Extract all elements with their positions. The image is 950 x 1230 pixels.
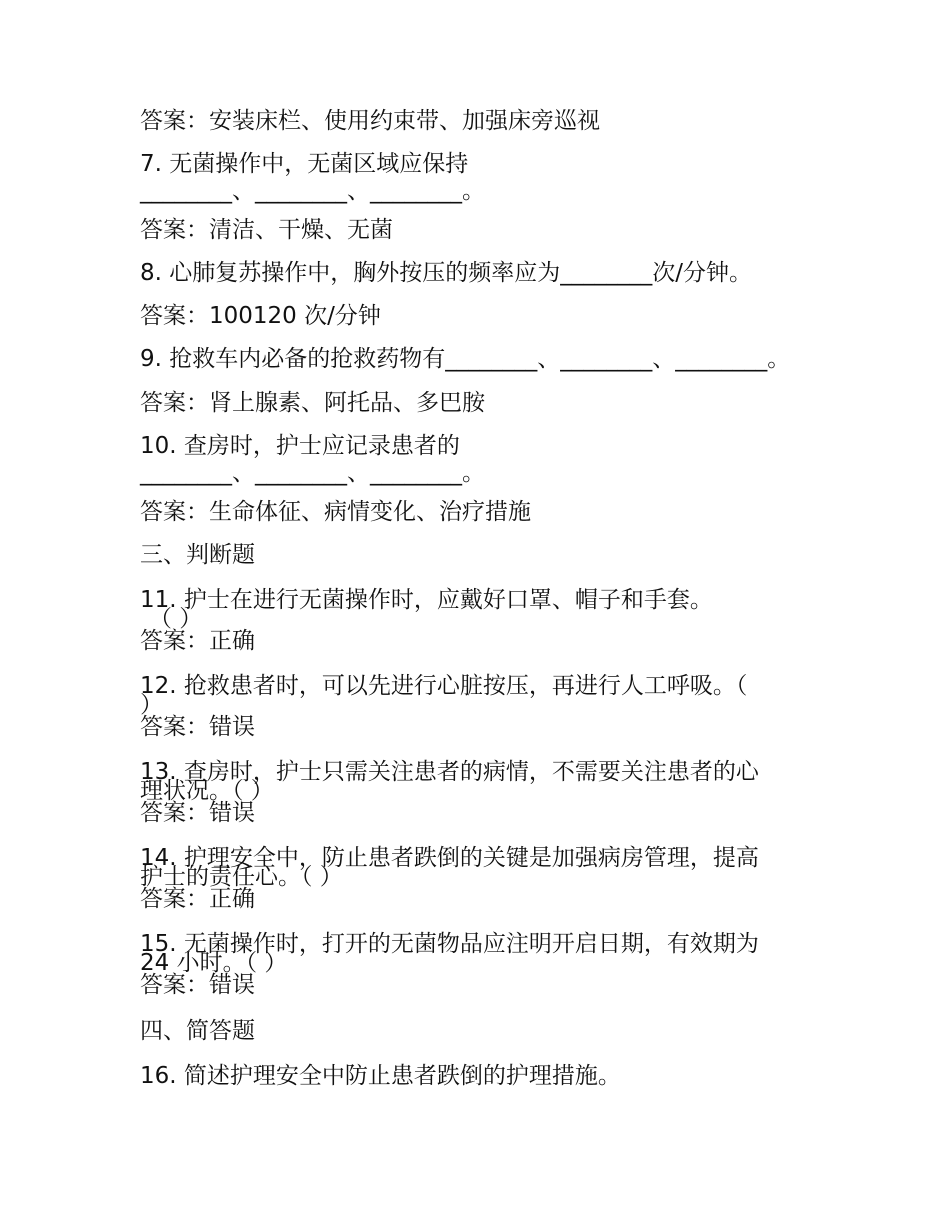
question-line: 8. 心肺复苏操作中，胸外按压的频率应为________次/分钟。 <box>140 260 753 286</box>
question-line: 7. 无菌操作中，无菌区域应保持 <box>140 151 469 177</box>
question-line: 16. 简述护理安全中防止患者跌倒的护理措施。 <box>140 1063 621 1089</box>
question-line: 10. 查房时，护士应记录患者的 <box>140 433 460 459</box>
question-line: 12. 抢救患者时，可以先进行心脏按压，再进行人工呼吸。（ <box>140 673 748 699</box>
bracket-line: ） <box>140 692 163 718</box>
blank-line: ________、________、________。 <box>140 460 485 486</box>
question-line: 13. 查房时，护士只需关注患者的病情，不需要关注患者的心 <box>140 759 759 785</box>
question-line: 9. 抢救车内必备的抢救药物有________、________、________。 <box>140 346 791 372</box>
answer-line: 答案：生命体征、病情变化、治疗措施 <box>140 499 531 525</box>
blank-line: ________、________、________。 <box>140 178 485 204</box>
question-line-continued: 24 小时。（ ） <box>140 950 288 976</box>
answer-line: 答案：错误 <box>140 714 255 740</box>
answer-line: 答案：清洁、干燥、无菌 <box>140 217 393 243</box>
question-line-continued: 护士的责任心。（ ） <box>140 864 343 890</box>
question-line-continued: 理状况。（ ） <box>140 778 274 804</box>
answer-line: 答案：安装床栏、使用约束带、加强床旁巡视 <box>140 108 600 134</box>
section-heading: 四、简答题 <box>140 1018 255 1044</box>
question-line: 14. 护理安全中，防止患者跌倒的关键是加强病房管理，提高 <box>140 845 759 871</box>
answer-line: 答案：肾上腺素、阿托品、多巴胺 <box>140 390 485 416</box>
question-line: 11. 护士在进行无菌操作时，应戴好口罩、帽子和手套。 <box>140 587 713 613</box>
bracket-line: （ ） <box>149 606 203 632</box>
answer-line: 答案：100120 次/分钟 <box>140 303 381 329</box>
answer-line: 答案：错误 <box>140 972 255 998</box>
section-heading: 三、判断题 <box>140 542 255 568</box>
answer-line: 答案：正确 <box>140 628 255 654</box>
question-line: 15. 无菌操作时，打开的无菌物品应注明开启日期，有效期为 <box>140 931 759 957</box>
answer-line: 答案：错误 <box>140 800 255 826</box>
answer-line: 答案：正确 <box>140 886 255 912</box>
